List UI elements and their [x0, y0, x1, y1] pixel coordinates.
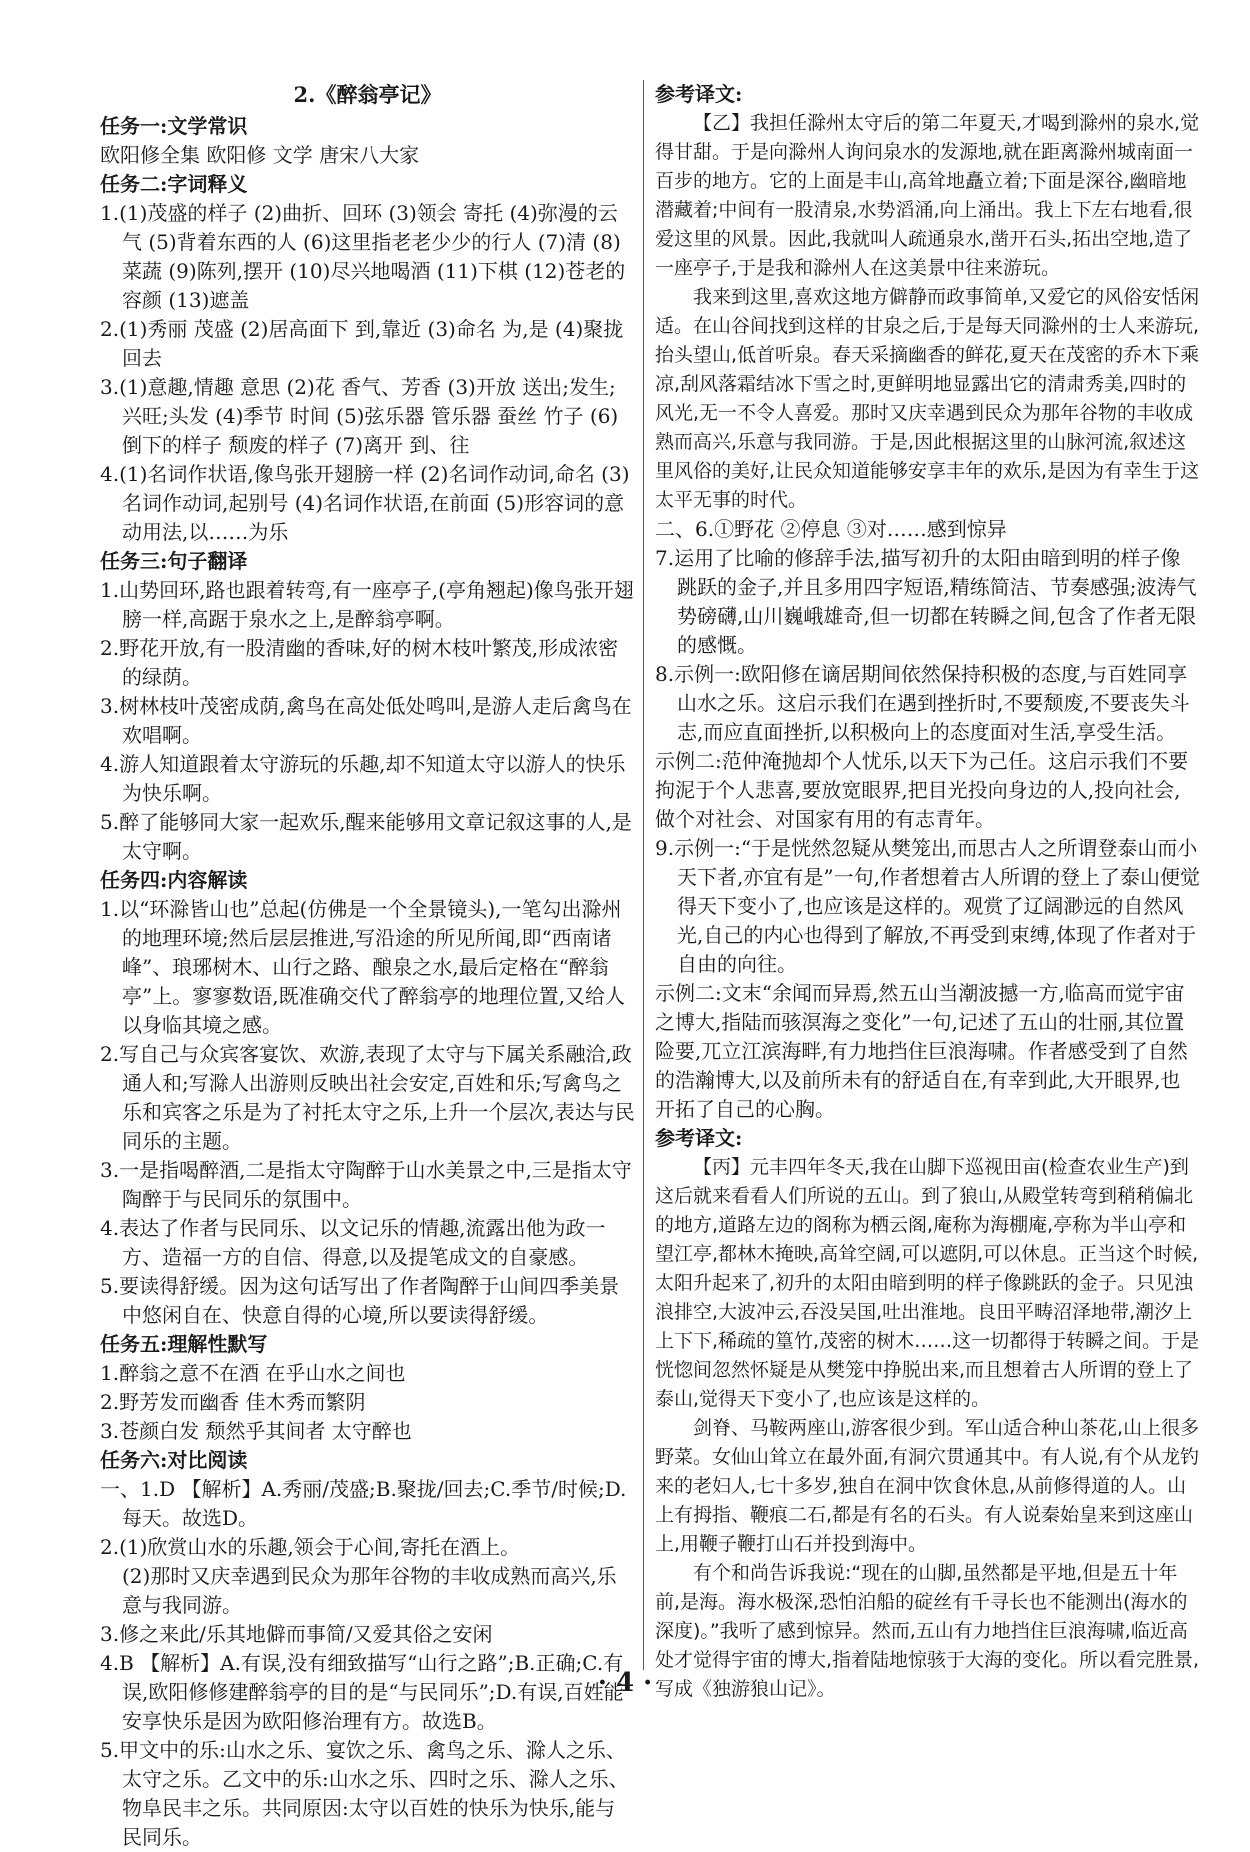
task4-item: 3.一是指喝醉酒,二是指太守陶醉于山水美景之中,三是指太守陶醉于与民同乐的氛围中。: [100, 1158, 632, 1211]
task1-heading: 任务一:文学常识: [100, 114, 248, 138]
translation-paragraph: 我来到这里,喜欢这地方僻静而政事简单,又爱它的风俗安恬闲适。在山谷间找到这样的甘泉之后,于是每天同滁州的士人来游玩,抬头望山,低首听泉。春天采摘幽香的鲜花,夏天在茂密的乔木下乘凉,刮风落霜结冰下雪之时,更鲜明地显露出它的清肃秀美,四时的风光,无一不令人喜爱。那时又庆幸遇到民众为那年谷物的丰收成熟而高兴,乐意与我同游。于是,因此根据这里的山脉河流,叙述这里风俗的美好,让民众知道能够安享丰年的欢乐,是因为有幸生于这太平无事的时代。: [655, 286, 1200, 511]
translation-paragraph: 【丙】元丰四年冬天,我在山脚下巡视田亩(检查农业生产)到这后就来看看人们所说的五山。到了狼山,从殿堂转弯到稍稍偏北的地方,道路左边的阁称为栖云阁,庵称为海棚庵,亭称为半山亭和望江亭,都林木掩映,高耸空阔,可以遮阴,可以休息。正当这个时候,太阳升起来了,初升的太阳由暗到明的样子像跳跃的金子。只见浊浪排空,大波冲云,吞没吴国,吐出淮地。良田平畴沼泽地带,潮汐上上下下,稀疏的篁竹,茂密的树木……这一切都得于转瞬之间。于是恍惚间忽然怀疑是从樊笼中挣脱出来,而且想着古人所谓的登上了泰山,觉得天下变小了,也应该是这样的。: [655, 1156, 1200, 1410]
column-divider: [643, 80, 644, 1670]
task4-item: 1.以“环滁皆山也”总起(仿佛是一个全景镜头),一笔勾出滁州的地理环境;然后层层推进,写沿途的所见所闻,即“西南诸峰”、琅琊树木、山行之路、酿泉之水,最后定格在“醉翁亭”上。寥寥数语,既准确交代了醉翁亭的地理位置,又给人以身临其境之感。: [100, 897, 625, 1037]
task3-item: 3.树林枝叶茂密成荫,禽鸟在高处低处鸣叫,是游人走后禽鸟在欢唱啊。: [100, 694, 632, 747]
right-column: [655, 80, 1200, 1704]
article-title: 2.《醉翁亭记》: [293, 82, 442, 107]
task5-item: 2.野芳发而幽香 佳木秀而繁阴: [100, 1390, 366, 1414]
answer-item: 9.示例一:“于是恍然忽疑从樊笼出,而思古人之所谓登泰山而小天下者,亦宜有是”一句,作者想着古人所谓的登上了泰山便觉得天下变小了,也应该是这样的。观赏了辽阔渺远的自然风光,自己的内心也得到了解放,不再受到束缚,体现了作者对于自由的向往。: [655, 836, 1200, 976]
task6-item: 2.(1)欣赏山水的乐趣,领会于心间,寄托在酒上。: [100, 1535, 521, 1559]
reference-translation-heading: 参考译文:: [655, 1126, 743, 1150]
task1-answer: 欧阳修全集 欧阳修 文学 唐宋八大家: [100, 143, 420, 167]
answer-example: 示例二:文末“余闻而异焉,然五山当潮波撼一方,临高而觉宇宙之博大,指陆而骇溟海之变化”一句,记述了五山的壮丽,其位置险要,兀立江滨海畔,有力地挡住巨浪海啸。作者感受到了自然的浩瀚博大,以及前所未有的舒适自在,有幸到此,大开眼界,也开拓了自己的心胸。: [655, 981, 1188, 1121]
task2-heading: 任务二:字词释义: [100, 172, 248, 196]
task6-subitem: (2)那时又庆幸遇到民众为那年谷物的丰收成熟而高兴,乐意与我同游。: [122, 1564, 617, 1617]
translation-paragraph: 【乙】我担任滁州太守后的第二年夏天,才喝到滁州的泉水,觉得甘甜。于是向滁州人询问泉水的发源地,就在距离滁州城南面一百步的地方。它的上面是丰山,高耸地矗立着;下面是深谷,幽暗地潜藏着;中间有一股清泉,水势滔涌,向上涌出。我上下左右地看,很爱这里的风景。因此,我就叫人疏通泉水,凿开石头,拓出空地,造了一座亭子,于是我和滁州人在这美景中往来游玩。: [655, 112, 1200, 279]
task4-item: 5.要读得舒缓。因为这句话写出了作者陶醉于山间四季美景中悠闲自在、快意自得的心境,所以要读得舒缓。: [100, 1274, 620, 1327]
task3-item: 5.醉了能够同大家一起欢乐,醒来能够用文章记叙这事的人,是太守啊。: [100, 810, 632, 863]
page-number: · 4 ·: [597, 1668, 653, 1698]
task4-item: 4.表达了作者与民同乐、以文记乐的情趣,流露出他为政一方、造福一方的自信、得意,以及提笔成文的自豪感。: [100, 1216, 606, 1269]
task6-item: 4.B 【解析】A.有误,没有细致描写“山行之路”;B.正确;C.有误,欧阳修修建醉翁亭的目的是“与民同乐”;D.有误,百姓能安享快乐是因为欧阳修治理有方。故选B。: [100, 1651, 624, 1733]
translation-paragraph: 有个和尚告诉我说:“现在的山脚,虽然都是平地,但是五十年前,是海。海水极深,恐怕泊船的碇丝有千寻长也不能测出(海水的深度)。”我听了感到惊异。然而,五山有力地挡住巨浪海啸,临近高处才觉得宇宙的博大,指着陆地惊骇于大海的变化。所以看完胜景,写成《独游狼山记》。: [655, 1562, 1200, 1700]
task5-heading: 任务五:理解性默写: [100, 1332, 268, 1356]
task3-item: 4.游人知道跟着太守游玩的乐趣,却不知道太守以游人的快乐为快乐啊。: [100, 752, 626, 805]
task5-item: 3.苍颜白发 颓然乎其间者 太守醉也: [100, 1419, 412, 1443]
left-column: [100, 80, 635, 1852]
task5-item: 1.醉翁之意不在酒 在乎山水之间也: [100, 1361, 406, 1385]
task2-item: 4.(1)名词作状语,像鸟张开翅膀一样 (2)名词作动词,命名 (3)名词作动词,起别号 (4)名词作状语,在前面 (5)形容词的意动用法,以……为乐: [100, 462, 630, 544]
task4-item: 2.写自己与众宾客宴饮、欢游,表现了太守与下属关系融洽,政通人和;写滁人出游则反映出社会安定,百姓和乐;写禽鸟之乐和宾客之乐是为了衬托太守之乐,上升一个层次,表达与民同乐的主题。: [100, 1042, 635, 1153]
answer-example: 示例二:范仲淹抛却个人忧乐,以天下为己任。这启示我们不要拘泥于个人悲喜,要放宽眼界,把目光投向身边的人,投向社会,做个对社会、对国家有用的有志青年。: [655, 749, 1189, 831]
translation-paragraph: 剑脊、马鞍两座山,游客很少到。军山适合种山茶花,山上很多野菜。女仙山耸立在最外面,有洞穴贯通其中。有人说,有个从龙钓来的老妇人,七十多岁,独自在洞中饮食休息,从前修得道的人。山上有拇指、鞭痕二石,都是有名的石头。有人说秦始皇来到这座山上,用鞭子鞭打山石并投到海中。: [655, 1417, 1200, 1555]
answer-item: 7.运用了比喻的修辞手法,描写初升的太阳由暗到明的样子像跳跃的金子,并且多用四字短语,精练简洁、节奏感强;波涛气势磅礴,山川巍峨雄奇,但一切都在转瞬之间,包含了作者无限的感慨。: [655, 546, 1197, 657]
task2-item: 2.(1)秀丽 茂盛 (2)居高面下 到,靠近 (3)命名 为,是 (4)聚拢 回去: [100, 317, 624, 370]
task6-heading: 任务六:对比阅读: [100, 1448, 248, 1472]
reference-translation-heading: 参考译文:: [655, 82, 743, 106]
task4-heading: 任务四:内容解读: [100, 868, 248, 892]
task6-item: 一、1.D 【解析】A.秀丽/茂盛;B.聚拢/回去;C.季节/时候;D.每天。故选D。: [100, 1477, 627, 1530]
task3-heading: 任务三:句子翻译: [100, 549, 248, 573]
task2-item: 3.(1)意趣,情趣 意思 (2)花 香气、芳香 (3)开放 送出;发生;兴旺;头发 (4)季节 时间 (5)弦乐器 管乐器 蚕丝 竹子 (6)倒下的样子 颓废的样子 (7)离开 到、往: [100, 375, 619, 457]
answer-item: 二、6.①野花 ②停息 ③对……感到惊异: [655, 517, 1007, 541]
task6-item: 5.甲文中的乐:山水之乐、宴饮之乐、禽鸟之乐、滁人之乐、太守之乐。乙文中的乐:山水之乐、四时之乐、滁人之乐、物阜民丰之乐。共同原因:太守以百姓的快乐为快乐,能与民同乐。: [100, 1738, 629, 1849]
task3-item: 1.山势回环,路也跟着转弯,有一座亭子,(亭角翘起)像鸟张开翅膀一样,高踞于泉水之上,是醉翁亭啊。: [100, 578, 634, 631]
task6-item: 3.修之来此/乐其地僻而事简/又爱其俗之安闲: [100, 1622, 493, 1646]
task3-item: 2.野花开放,有一股清幽的香味,好的树木枝叶繁茂,形成浓密的绿荫。: [100, 636, 619, 689]
task2-item: 1.(1)茂盛的样子 (2)曲折、回环 (3)领会 寄托 (4)弥漫的云气 (5)背着东西的人 (6)这里指老老少少的行人 (7)清 (8)菜蔬 (9)陈列,摆开 (10)尽兴地喝酒 (11)下棋 (12)苍老的容颜 (13)遮盖: [100, 201, 626, 312]
answer-item: 8.示例一:欧阳修在谪居期间依然保持积极的态度,与百姓同享山水之乐。这启示我们在遇到挫折时,不要颓废,不要丧失斗志,而应直面挫折,以积极向上的态度面对生活,享受生活。: [655, 662, 1190, 744]
